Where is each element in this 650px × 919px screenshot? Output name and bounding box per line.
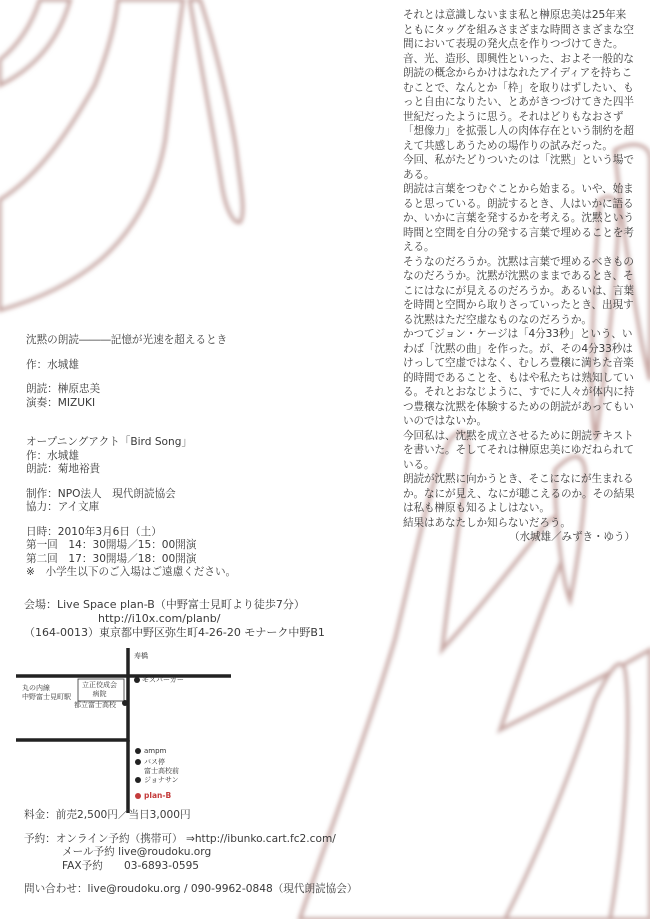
program-author: 作：水城雄 (26, 358, 79, 371)
cooperation: 協力：アイ文庫 (26, 501, 100, 513)
map-label-station: 丸の内線 中野富士見町駅 (22, 684, 71, 701)
venue-map (16, 648, 231, 813)
venue-address: （164-0013）東京都中野区弥生町4-26-20 モナーク中野B1 (24, 626, 325, 639)
map-roads (16, 648, 231, 813)
map-label-hospital: 立正佼成会 病院 (82, 681, 117, 698)
essay-paragraph: かつてジョン・ケージは「4分33秒」という、いわば「沈黙の曲」を作った。が、その4分33秒はけっして空虚ではなく、むしろ豊穣に満ちた音楽的時間であることを、もはや私たちは熟知している。それとおなじように、すでに人々が体内に持つ豊穣な沈黙を体験するための朗読があってもいいのではないか。 (403, 328, 635, 427)
venue-name: 会場：Live Space plan-B（中野富士見町より徒歩7分） (24, 598, 305, 611)
opening-reader: 朗読：菊地裕貴 (26, 463, 101, 475)
essay-paragraph: 結果はあなたしか知らないだろう。 (403, 516, 571, 529)
essay-signature: （水城雄／みずき・ゆう） (509, 531, 635, 543)
essay-column (403, 8, 635, 545)
age-note: ※ 小学生以下のご入場はご遠慮ください。 (26, 566, 237, 578)
essay-paragraph: 朗読は言葉をつむぐことから始まる。いや、始まると思っている。朗読するとき、人はいかに語るか、いかに言葉を発するかを考える。沈黙という時間と空間を自分の発する言葉で埋めることを考える。 (403, 183, 634, 253)
map-label-jutaku: 寿橋 (134, 652, 148, 660)
map-label-planb: plan-B (144, 791, 172, 800)
essay-paragraph: 今回私は、沈黙を成立させるために朗読テキストを書いた。そしてそれは榊原忠美にゆだねられている。 (403, 429, 634, 471)
program-title: 沈黙の朗読―――記憶が光速を超えるとき (26, 334, 228, 346)
opening-author: 作：水城雄 (26, 449, 79, 462)
map-dot-mos (134, 677, 140, 683)
map-label-mos: モスバーガー (142, 676, 184, 684)
venue-info (24, 598, 325, 640)
map-label-ampm: ampm (144, 747, 167, 755)
essay-paragraph: 朗読が沈黙に向かうとき、そこになにが生まれるか。なにが見え、なにが聴こえるのか。その結果は私も榊原も知るよしはない。 (403, 473, 635, 514)
event-date: 日時：2010年3月6日（土） (26, 525, 162, 538)
map-dot-bus (135, 759, 141, 765)
show-time-2: 第二回 17：30開場／18：00開演 (26, 552, 197, 565)
map-dot-highschool (122, 700, 128, 706)
producer: 制作：NPO法人 現代朗読協会 (26, 487, 176, 500)
contact-info[interactable]: 問い合わせ：live@roudoku.org / 090-9962-0848（現代朗読協会） (24, 883, 358, 895)
essay-paragraph: そうなのだろうか。沈黙は言葉で埋めるべきものなのだろうか。沈黙が沈黙のままであるとき、そこにはなにが見えるのだろうか。あるいは、言葉を時間と空間から取りさっていったとき、出現する沈黙はただ空虚なものなのだろうか。 (403, 255, 634, 326)
reserve-online[interactable]: 予約：オンライン予約（携帯可） ⇒http://ibunko.cart.fc2.com/ (24, 832, 336, 845)
essay-paragraph: 今回、私がたどりついたのは「沈黙」という場である。 (403, 154, 634, 181)
ticket-price: 料金：前売2,500円／当日3,000円 (24, 809, 191, 821)
program-info (26, 334, 236, 580)
map-label-highschool: 都立富士高校 (74, 701, 116, 709)
venue-url[interactable]: http://i10x.com/planb/ (98, 612, 221, 625)
opening-act: オープニングアクト「Bird Song」 (26, 436, 193, 448)
map-dot-planb (135, 793, 141, 799)
map-label-jonathan: ジョナサン (144, 776, 179, 784)
map-label-bus: バス停 富士高校前 (144, 758, 179, 775)
map-dot-jonathan (135, 777, 141, 783)
map-dot-ampm (135, 748, 141, 754)
hand-shape-left (0, 0, 243, 310)
reserve-mail[interactable]: メール予約 live@roudoku.org (62, 846, 212, 858)
program-music: 演奏：MIZUKI (26, 396, 96, 409)
show-time-1: 第一回 14：30開場／15：00開演 (26, 539, 197, 551)
ticket-info (24, 809, 357, 897)
program-reader: 朗読：榊原忠美 (26, 383, 101, 395)
reserve-fax: FAX予約 03-6893-0595 (62, 859, 200, 872)
essay-paragraph: それとは意識しないまま私と榊原忠美は25年来ともにタッグを組みさまざまな時間さまざまな空間において表現の発火点を作りつづけてきた。音、光、造形、即興性といった、およそ一般的な朗読の概念からかけはなれたアイディアを持ちこむことで、なんとか「枠」を取りはずしたい、もっと自由になりたい、とあがきつづけてきた四半世紀だったように思う。それはどりもなおさず「想像力」を拡張し人の肉体存在という制約を超えて共感しあうための場作りの試みだった。 (403, 9, 634, 152)
